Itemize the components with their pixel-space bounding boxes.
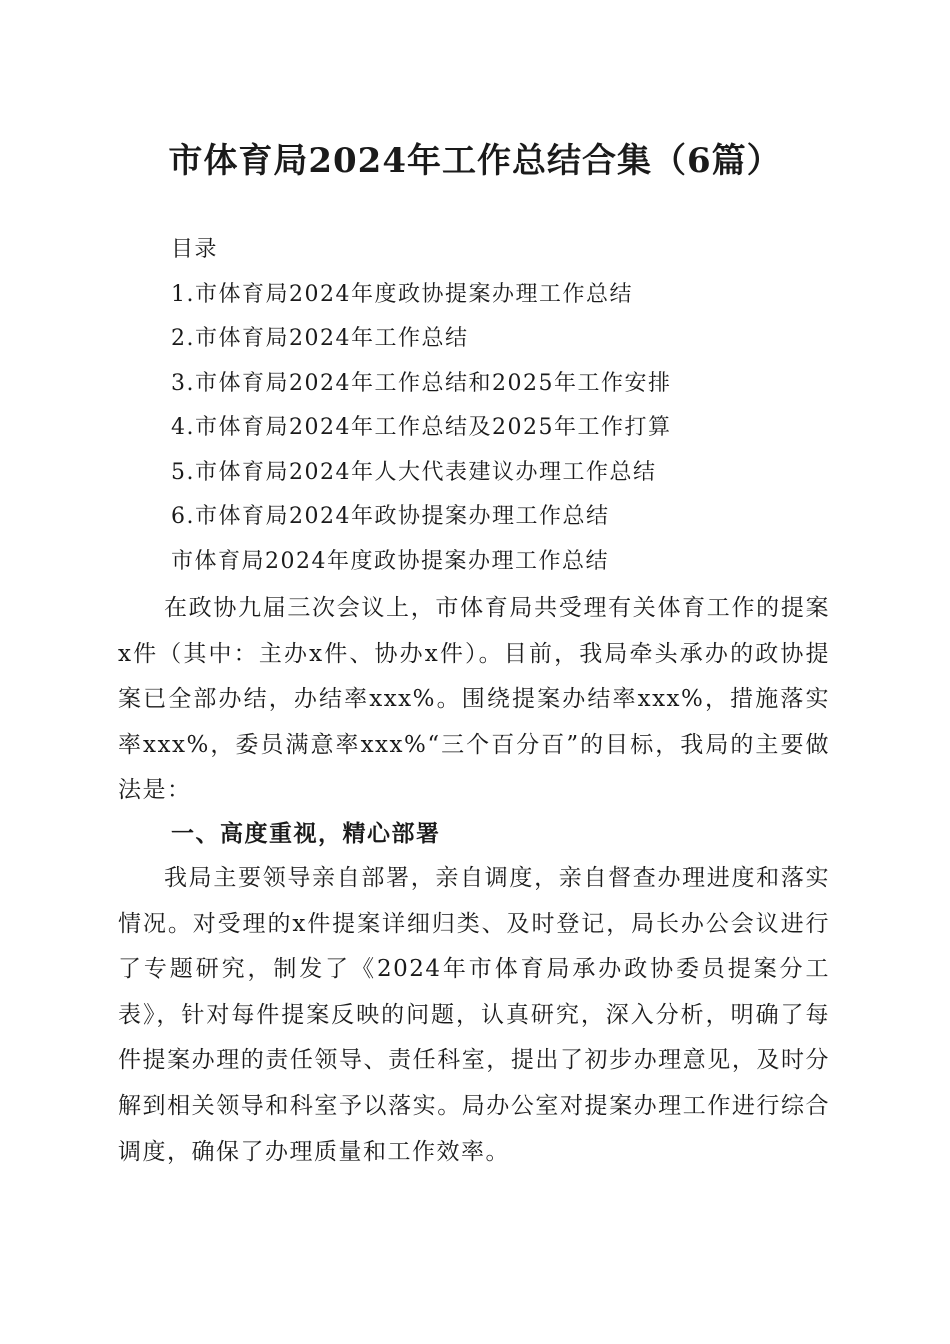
body-paragraph-deployment — [118, 856, 830, 1175]
toc-item: 2.市体育局2024年工作总结 — [171, 326, 469, 351]
document-title: 市体育局2024年工作总结合集（6篇） — [168, 141, 782, 181]
section-heading-1: 一、高度重视，精心部署 — [171, 821, 441, 847]
toc-item: 4.市体育局2024年工作总结及2025年工作打算 — [171, 415, 672, 440]
toc-item: 5.市体育局2024年人大代表建议办理工作总结 — [171, 459, 657, 485]
table-of-contents — [171, 228, 871, 584]
section-title: 市体育局2024年度政协提案办理工作总结 — [171, 548, 609, 574]
toc-item: 3.市体育局2024年工作总结和2025年工作安排 — [171, 370, 672, 396]
toc-item: 6.市体育局2024年政协提案办理工作总结 — [171, 504, 610, 529]
paragraph-text: 在政协九届三次会议上，市体育局共受理有关体育工作的提案x件（其中：主办x件、协办x件）。目前，我局牵头承办的政协提案已全部办结，办结率xxx%。围绕提案办结率xxx%，措施落实率xxx%，委员满意率xxx%“三个百分百”的目标，我局的主要做法是： — [118, 595, 830, 804]
toc-heading: 目录 — [171, 237, 219, 262]
paragraph-text: 我局主要领导亲自部署，亲自调度，亲自督查办理进度和落实情况。对受理的x件提案详细归类、及时登记，局长办公会议进行了专题研究，制发了《2024年市体育局承办政协委员提案分工表》，针对每件提案反映的问题，认真研究，深入分析，明确了每件提案办理的责任领导、责任科室，提出了初步办理意见，及时分解到相关领导和科室予以落实。局办公室对提案办理工作进行综合调度，确保了办理质量和工作效率。 — [118, 865, 830, 1165]
toc-item: 1.市体育局2024年度政协提案办理工作总结 — [171, 281, 633, 307]
body-paragraph-intro — [118, 586, 830, 814]
